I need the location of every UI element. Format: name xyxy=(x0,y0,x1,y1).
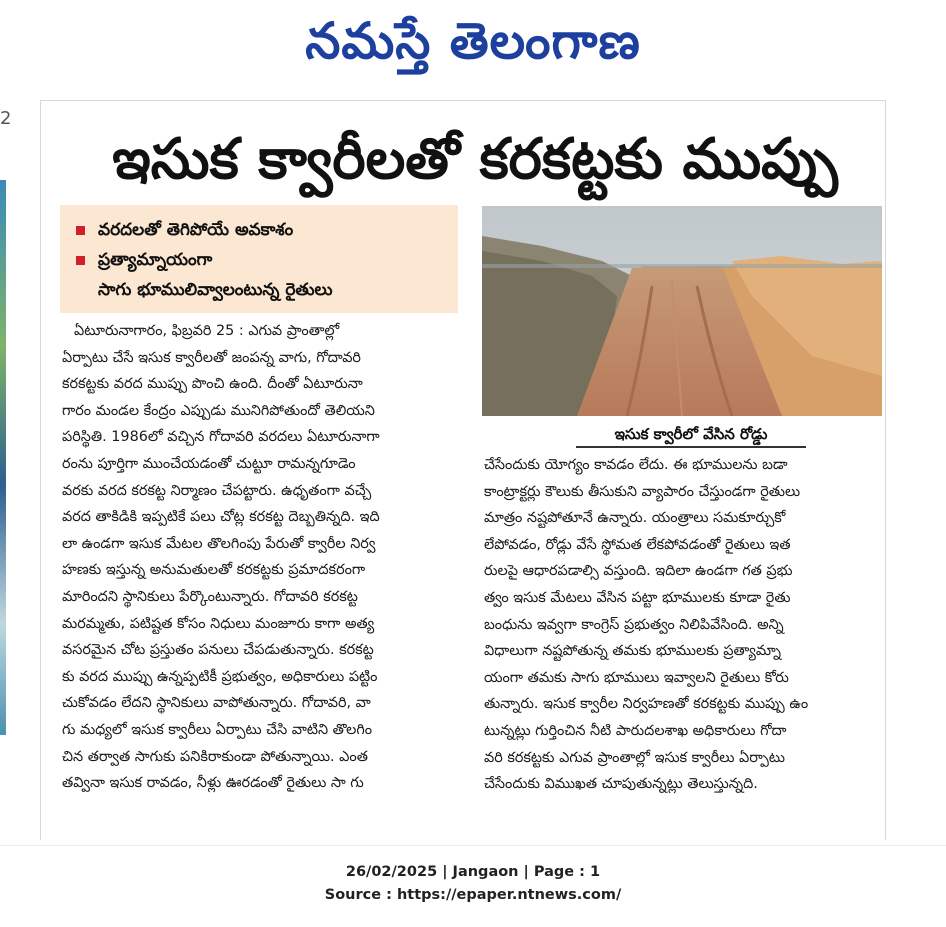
body-line: వరి కరకట్టకు ఎగువ ప్రాంతాల్లో ఇసుక క్వారీలు ఏర్పాటు xyxy=(484,749,785,766)
frame-bottom-rule xyxy=(0,845,946,846)
photo-caption: ఇసుక క్వారీలో వేసిన రోడ్డు xyxy=(576,422,806,448)
frame-left-rule xyxy=(40,100,41,840)
highlight-item xyxy=(70,215,448,245)
body-line: మారిందని స్థానికులు పేర్కొంటున్నారు. గోదావరి కరకట్ట xyxy=(62,588,358,605)
body-line: చిన తర్వాత సాగుకు పనికిరాకుండా పోతున్నాయి. ఎంత xyxy=(62,748,368,765)
highlight-item xyxy=(70,245,448,275)
quarry-road-illustration xyxy=(482,206,882,416)
body-line: వరద తాకిడికి ఇప్పటికే పలు చోట్ల కరకట్ట దెబ్బతిన్నది. ఇది xyxy=(62,509,380,526)
body-line: గు మధ్యలో ఇసుక క్వారీలు ఏర్పాటు చేసి వాటిని తొలగిం xyxy=(62,721,373,738)
body-line: కాంట్రాక్టర్లు కౌలుకు తీసుకుని వ్యాపారం చేస్తుండగా రైతులు xyxy=(484,483,801,500)
body-line: టున్నట్లు గుర్తించిన నీటి పారుదలశాఖ అధికారులు గోదా xyxy=(484,722,787,739)
body-line: వసరమైన చోట ప్రస్తుతం పనులు చేపడుతున్నారు. కరకట్ట xyxy=(62,642,374,659)
body-line: యంగా తమకు సాగు భూములు ఇవ్వాలని రైతులు కోరు xyxy=(484,669,789,686)
body-line: ఏర్పాటు చేసే ఇసుక క్వారీలతో జంపన్న వాగు, గోదావరి xyxy=(62,349,361,366)
body-line: మరమ్మతు, పటిష్టత కోసం నిధులు మంజూరు కాగా అత్య xyxy=(62,615,375,632)
bullet-square-icon xyxy=(76,226,85,235)
highlight-continuation: సాగు భూములివ్వాలంటున్న రైతులు xyxy=(98,280,333,300)
body-line: విధాలుగా నష్టపోతున్న తమకు భూములకు ప్రత్యామ్నా xyxy=(484,643,781,660)
body-line: తవ్వినా ఇసుక రావడం, నీళ్లు ఊరడంతో రైతులు సా గు xyxy=(62,775,364,792)
body-line: తున్నారు. ఇసుక క్వారీల నిర్వహణతో కరకట్టకు ముప్పు ఉం xyxy=(484,696,809,713)
article-headline: ఇసుక క్వారీలతో కరకట్టకు ముప్పు xyxy=(112,127,838,192)
adjacent-article-mark: 2 xyxy=(0,108,12,129)
article-body-right-column xyxy=(484,452,884,798)
body-line: కరకట్టకు వరద ముప్పు పొంచి ఉంది. దీంతో ఏటూరునా xyxy=(62,376,363,393)
body-line: పరిస్థితి. 1986లో వచ్చిన గోదావరి వరదలు ఏటూరునాగా xyxy=(62,429,380,446)
body-line: కు వరద ముప్పు ఉన్నప్పటికీ ప్రభుత్వం, అధికారులు పట్టిం xyxy=(62,668,378,685)
frame-right-rule xyxy=(885,100,886,840)
highlight-text: వరదలతో తెగిపోయే అవకాశం xyxy=(98,220,294,240)
body-line: రంను పూర్తిగా ముంచేయడంతో చుట్టూ రామన్నగూడెం xyxy=(62,455,356,472)
body-line: చేసేందుకు విముఖత చూపుతున్నట్లు తెలుస్తున్నది. xyxy=(484,776,758,793)
body-line: హణకు ఇస్తున్న అనుమతులతో కరకట్టకు ప్రమాదకరంగా xyxy=(62,562,366,579)
body-line: రులపై ఆధారపడాల్సి వస్తుంది. ఇదిలా ఉండగా గత ప్రభు xyxy=(484,563,793,580)
article-body-left-column xyxy=(62,318,462,797)
body-line: చేసేందుకు యోగ్యం కావడం లేదు. ఈ భూములను బడా xyxy=(484,457,788,473)
newspaper-masthead: నమస్తే తెలంగాణ xyxy=(305,11,641,70)
adjacent-photo-strip xyxy=(0,180,6,735)
body-line: లేపోవడం, రోడ్లు వేసే స్థోమత లేకపోవడంతో రైతులు ఇత xyxy=(484,536,791,553)
body-line: మాత్రం నష్టపోతూనే ఉన్నారు. యంత్రాలు సమకూర్చుకో xyxy=(484,510,786,527)
highlights-box xyxy=(60,205,458,313)
body-line: లా ఉండగా ఇసుక మేటల తొలగింపు పేరుతో క్వారీల నిర్వ xyxy=(62,535,376,552)
body-line: బంధును ఇవ్వగా కాంగ్రెస్ ప్రభుత్వం నిలిపివేసింది. అన్ని xyxy=(484,616,784,633)
body-line: వరకు వరద కరకట్ట నిర్మాణం చేపట్టారు. ఉధృతంగా వచ్చే xyxy=(62,482,372,499)
body-line: త్వం ఇసుక మేటలు వేసిన పట్టా భూములకు కూడా రైతు xyxy=(484,589,791,606)
sand-quarry-road-photo xyxy=(482,206,882,416)
source-url: Source : https://epaper.ntnews.com/ xyxy=(324,887,622,903)
frame-top-rule xyxy=(40,100,886,101)
body-line: ఏటూరునాగారం, ఫిబ్రవరి 25 : ఎగువ ప్రాంతాల్లో xyxy=(74,323,340,339)
body-line: చుకోవడం లేదని స్థానికులు వాపోతున్నారు. గోదావరి, వా xyxy=(62,695,371,712)
edition-info: 26/02/2025 | Jangaon | Page : 1 xyxy=(345,864,601,880)
highlight-text: ప్రత్యామ్నాయంగా xyxy=(98,250,213,270)
body-line: గారం మండల కేంద్రం ఎప్పుడు మునిగిపోతుందో తెలియని xyxy=(62,402,375,419)
bullet-square-icon xyxy=(76,256,85,265)
